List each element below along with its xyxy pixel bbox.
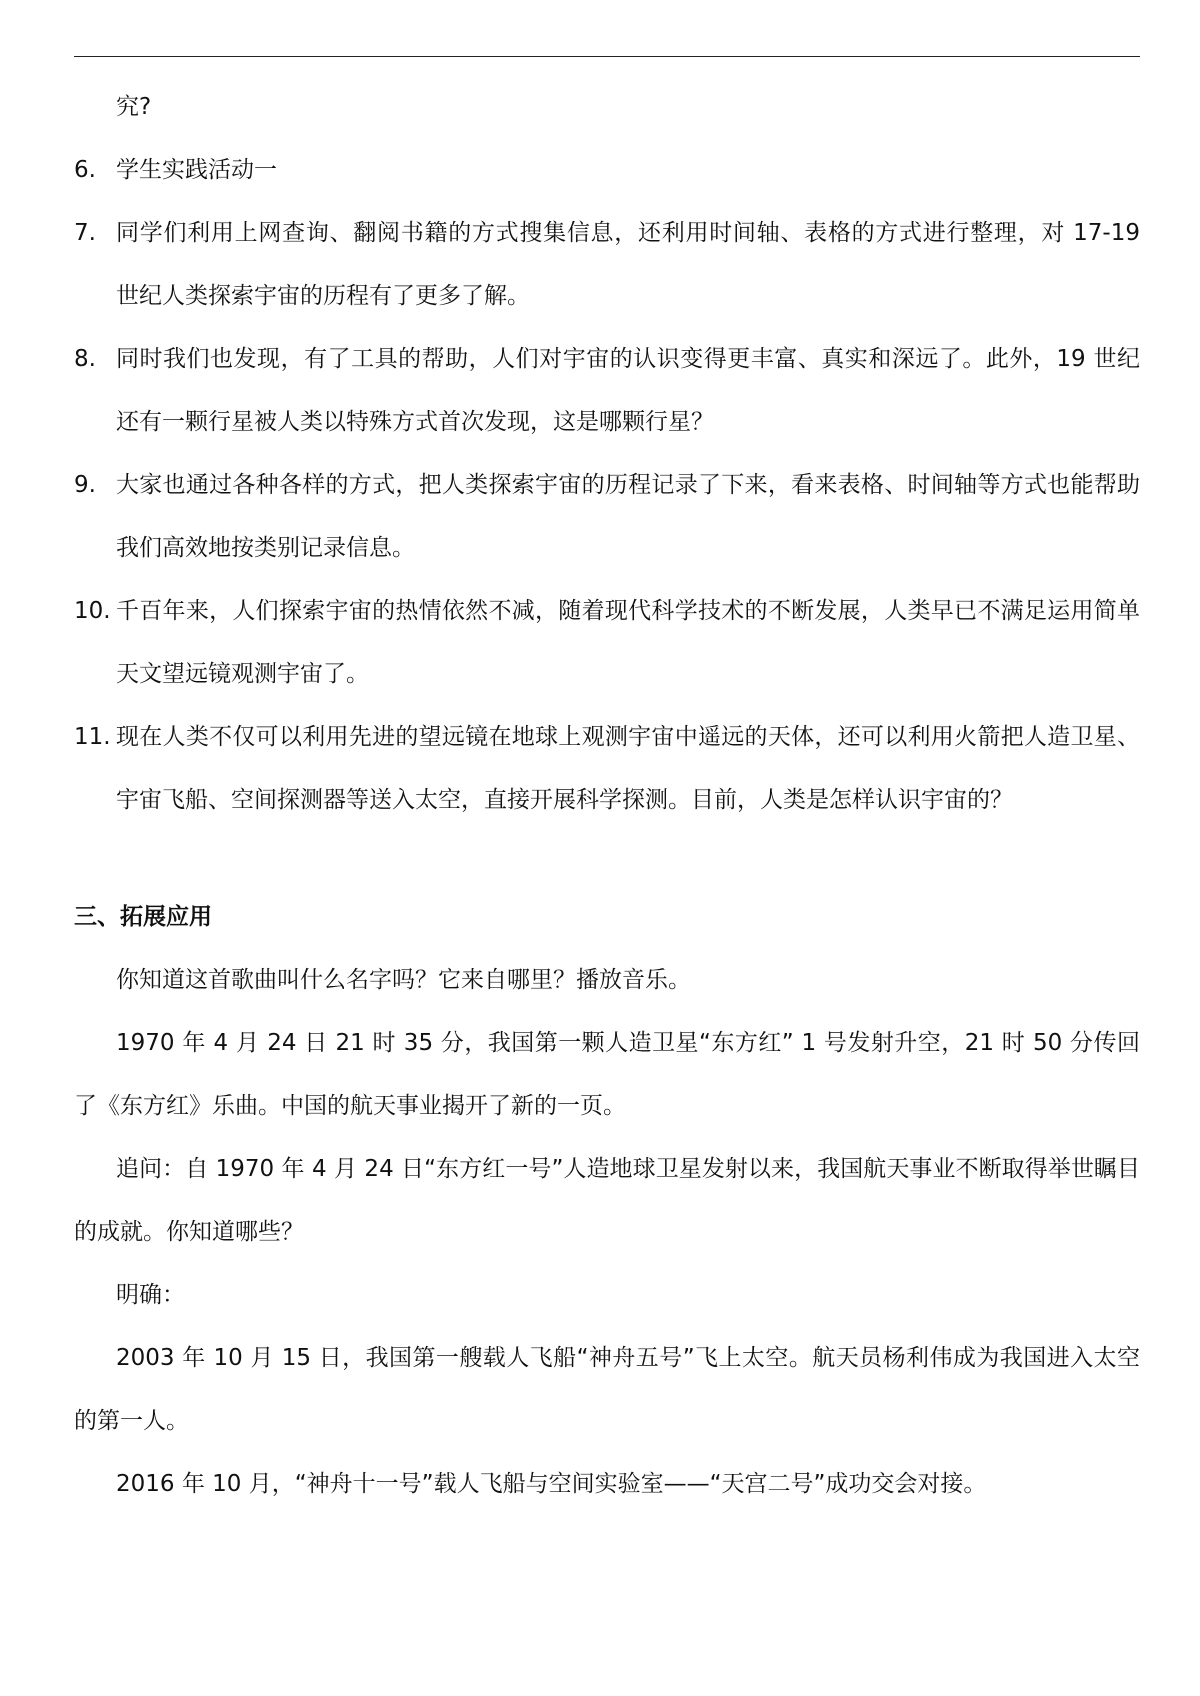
numbered-list — [74, 139, 1140, 832]
list-item-number: 10. — [74, 598, 111, 624]
document-body — [74, 76, 1140, 1516]
list-item — [74, 328, 1140, 454]
header-rule — [74, 56, 1140, 57]
list-item — [74, 454, 1140, 580]
paragraph: 你知道这首歌曲叫什么名字吗？它来自哪里？播放音乐。 — [116, 967, 691, 993]
list-item — [74, 706, 1140, 832]
list-item — [74, 139, 1140, 202]
list-item-text: 大家也通过各种各样的方式，把人类探索宇宙的历程记录了下来，看来表格、时间轴等方式也能帮助我们高效地按类别记录信息。 — [116, 472, 1140, 561]
list-item — [74, 580, 1140, 706]
paragraph: 1970 年 4 月 24 日 21 时 35 分，我国第一颗人造卫星“东方红” 1 号发射升空，21 时 50 分传回了《东方红》乐曲。中国的航天事业揭开了新的一页。 — [74, 1030, 1140, 1119]
list-item-number: 9. — [74, 472, 96, 498]
paragraph: 追问：自 1970 年 4 月 24 日“东方红一号”人造地球卫星发射以来，我国航天事业不断取得举世瞩目的成就。你知道哪些？ — [74, 1156, 1140, 1245]
list-item-number: 6. — [74, 157, 96, 183]
list-item-number: 11. — [74, 724, 111, 750]
section-spacer — [74, 832, 1140, 886]
list-item-text: 现在人类不仅可以利用先进的望远镜在地球上观测宇宙中遥远的天体，还可以利用火箭把人造卫星、宇宙飞船、空间探测器等送入太空，直接开展科学探测。目前，人类是怎样认识宇宙的？ — [116, 724, 1140, 813]
list-item-text: 千百年来，人们探索宇宙的热情依然不减，随着现代科学技术的不断发展，人类早已不满足运用简单天文望远镜观测宇宙了。 — [116, 598, 1140, 687]
section-title: 三、拓展应用 — [74, 904, 212, 930]
list-item-number: 7. — [74, 220, 96, 246]
paragraph: 2016 年 10 月，“神舟十一号”载人飞船与空间实验室——“天宫二号”成功交会对接。 — [116, 1471, 987, 1497]
list-item-number: 8. — [74, 346, 96, 372]
list-item-text: 同时我们也发现，有了工具的帮助，人们对宇宙的认识变得更丰富、真实和深远了。此外，19 世纪还有一颗行星被人类以特殊方式首次发现，这是哪颗行星？ — [116, 346, 1140, 435]
paragraph: 明确： — [116, 1282, 185, 1308]
paragraph: 2003 年 10 月 15 日，我国第一艘载人飞船“神舟五号”飞上太空。航天员杨利伟成为我国进入太空的第一人。 — [74, 1345, 1140, 1434]
list-item-text: 学生实践活动一 — [116, 157, 277, 183]
continuation-text: 究? — [116, 94, 152, 120]
list-item-text: 同学们利用上网查询、翻阅书籍的方式搜集信息，还利用时间轴、表格的方式进行整理，对 17-19 世纪人类探索宇宙的历程有了更多了解。 — [116, 220, 1140, 309]
list-item — [74, 202, 1140, 328]
